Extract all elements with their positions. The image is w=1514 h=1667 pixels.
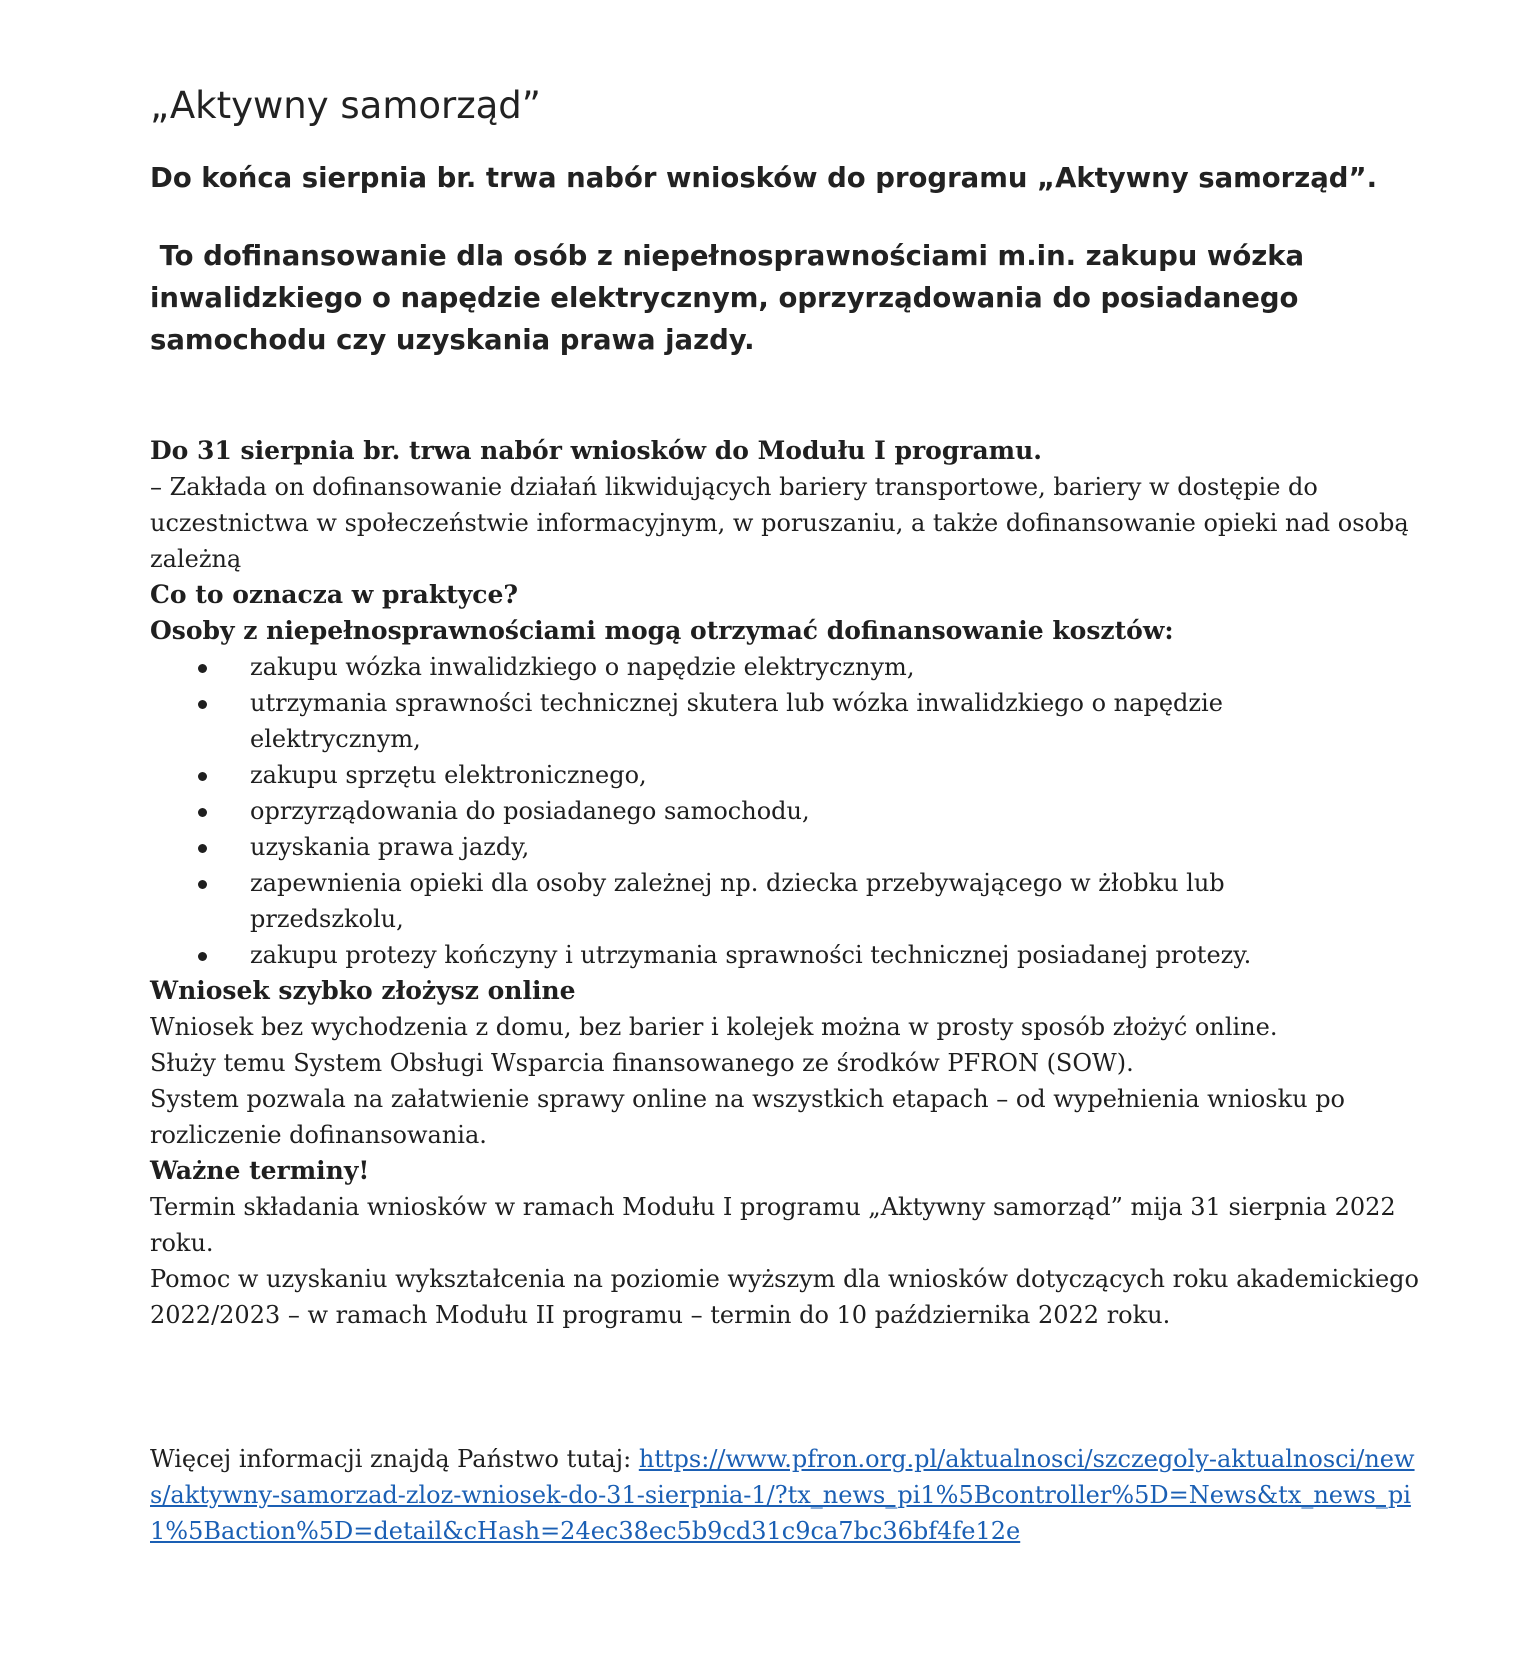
deadlines-heading: Ważne terminy!: [150, 1156, 370, 1185]
bullet-icon: [198, 700, 207, 709]
online-heading: Wniosek szybko złożysz online: [150, 976, 576, 1005]
list-item: zapewnienia opieki dla osoby zależnej np. dziecka przebywającego w żłobku lub przedszkolu,: [150, 865, 1380, 937]
bullet-icon: [198, 808, 207, 817]
lead-paragraph-2: To dofinansowanie dla osób z niepełnosprawnościami m.in. zakupu wózka inwalidzkiego o napędzie elektrycznym, oprzyrządowania do posiadanego samochodu czy uzyskania prawa jazdy.: [150, 240, 1314, 356]
list-item: zakupu sprzętu elektronicznego,: [150, 757, 1380, 793]
bullet-icon: [198, 664, 207, 673]
online-line-1: Wniosek bez wychodzenia z domu, bez barier i kolejek można w prosty sposób złożyć online.: [150, 1013, 1278, 1041]
document-body: [150, 433, 1430, 1549]
online-line-2: Służy temu System Obsługi Wsparcia finansowanego ze środków PFRON (SOW).: [150, 1049, 1134, 1077]
more-info: [150, 1441, 1430, 1549]
practice-subheading: Osoby z niepełnosprawnościami mogą otrzymać dofinansowanie kosztów:: [150, 616, 1174, 645]
list-item: oprzyrządowania do posiadanego samochodu,: [150, 793, 1380, 829]
spacer: [150, 1333, 1430, 1441]
online-line-3: System pozwala na załatwienie sprawy online na wszystkich etapach – od wypełnienia wniosku po rozliczenie dofinansowania.: [150, 1085, 1346, 1149]
lead-paragraph-1: Do końca sierpnia br. trwa nabór wniosków do programu „Aktywny samorząd”.: [150, 162, 1378, 194]
bullet-icon: [198, 952, 207, 961]
bullet-icon: [198, 772, 207, 781]
list-item: uzyskania prawa jazdy,: [150, 829, 1380, 865]
pfron-news-link[interactable]: https://www.pfron.org.pl/aktualnosci/szczegoly-aktualnosci/news/aktywny-samorzad-zloz-wniosek-do-31-sierpnia-1/?tx_news_pi1%5Bcontroller%5D=News&tx_news_pi1%5Baction%5D=detail&cHash=24ec38ec5b9cd31c9ca7bc36bf4fe12e: [150, 1445, 1415, 1545]
cost-list: [150, 649, 1430, 973]
list-item: zakupu wózka inwalidzkiego o napędzie elektrycznym,: [150, 649, 1380, 685]
module1-description: – Zakłada on dofinansowanie działań likwidujących bariery transportowe, bariery w dostępie do uczestnictwa w społeczeństwie informacyjnym, w poruszaniu, a także dofinansowanie opieki nad osobą zależną: [150, 473, 1409, 573]
practice-heading: Co to oznacza w praktyce?: [150, 580, 519, 609]
deadline-module-2: Pomoc w uzyskaniu wykształcenia na poziomie wyższym dla wniosków dotyczących roku akademickiego 2022/2023 – w ramach Modułu II programu – termin do 10 października 2022 roku.: [150, 1265, 1419, 1329]
document-title: „Aktywny samorząd”: [150, 84, 541, 127]
more-info-label: Więcej informacji znajdą Państwo tutaj:: [150, 1445, 639, 1473]
module1-heading: Do 31 sierpnia br. trwa nabór wniosków do Modułu I programu.: [150, 436, 1043, 465]
list-item: zakupu protezy kończyny i utrzymania sprawności technicznej posiadanej protezy.: [150, 937, 1380, 973]
bullet-icon: [198, 844, 207, 853]
list-item: utrzymania sprawności technicznej skutera lub wózka inwalidzkiego o napędzie elektrycznym,: [150, 685, 1380, 757]
bullet-icon: [198, 880, 207, 889]
deadline-module-1: Termin składania wniosków w ramach Modułu I programu „Aktywny samorząd” mija 31 sierpnia 2022 roku.: [150, 1193, 1396, 1257]
